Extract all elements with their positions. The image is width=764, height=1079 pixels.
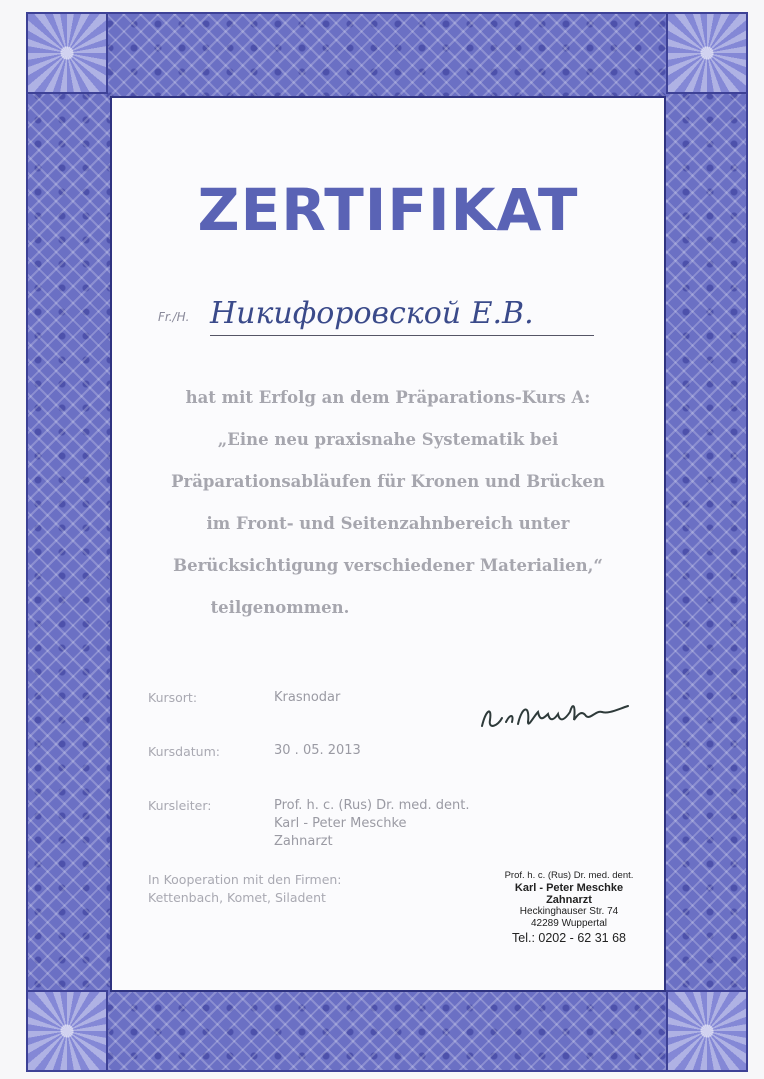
salutation: Fr./H. bbox=[158, 310, 190, 324]
corner-ornament-bottom-left bbox=[26, 990, 108, 1072]
stamp-line-2: Karl - Peter Meschke bbox=[514, 882, 624, 894]
cooperation-line-1: In Kooperation mit den Firmen: bbox=[148, 872, 342, 887]
stamp-line-6: Tel.: 0202 - 62 31 68 bbox=[512, 931, 626, 945]
body-line-5: Berücksichtigung verschiedener Materialien,“ bbox=[173, 556, 603, 575]
kursleiter-label: Kursleiter: bbox=[148, 798, 212, 813]
stamp-line-1: Prof. h. c. (Rus) Dr. med. dent. bbox=[504, 870, 634, 881]
body-line-4: im Front- und Seitenzahnbereich unter bbox=[206, 514, 570, 533]
stamp-line-3: Zahnarzt bbox=[546, 894, 592, 906]
contact-stamp bbox=[496, 870, 642, 946]
kursleiter-line-3: Zahnarzt bbox=[274, 834, 333, 849]
kursleiter-line-2: Karl - Peter Meschke bbox=[274, 816, 407, 831]
signature-image bbox=[478, 696, 634, 736]
kursleiter-line-1: Prof. h. c. (Rus) Dr. med. dent. bbox=[274, 798, 470, 813]
stamp-line-5: 42289 Wuppertal bbox=[531, 918, 607, 929]
certificate-title: ZERTIFIKAT bbox=[197, 176, 579, 244]
corner-ornament-bottom-right bbox=[666, 990, 748, 1072]
body-line-1: hat mit Erfolg an dem Präparations-Kurs A: bbox=[185, 388, 591, 407]
kursdatum-label: Kursdatum: bbox=[148, 744, 220, 759]
cooperation-line-2: Kettenbach, Komet, Siladent bbox=[148, 890, 326, 905]
kursdatum-value: 30 . 05. 2013 bbox=[274, 743, 361, 758]
recipient-name: Никифоровской Е.В. bbox=[210, 296, 594, 336]
stamp-line-4: Heckinghauser Str. 74 bbox=[519, 906, 619, 917]
body-line-6: teilgenommen. bbox=[210, 598, 350, 617]
body-line-2: „Eine neu praxisnahe Systematik bei bbox=[217, 430, 559, 449]
body-line-3: Präparationsabläufen für Kronen und Brücken bbox=[171, 472, 605, 491]
corner-ornament-top-left bbox=[26, 12, 108, 94]
kursort-label: Kursort: bbox=[148, 690, 198, 705]
corner-ornament-top-right bbox=[666, 12, 748, 94]
kursort-value: Krasnodar bbox=[274, 690, 341, 705]
